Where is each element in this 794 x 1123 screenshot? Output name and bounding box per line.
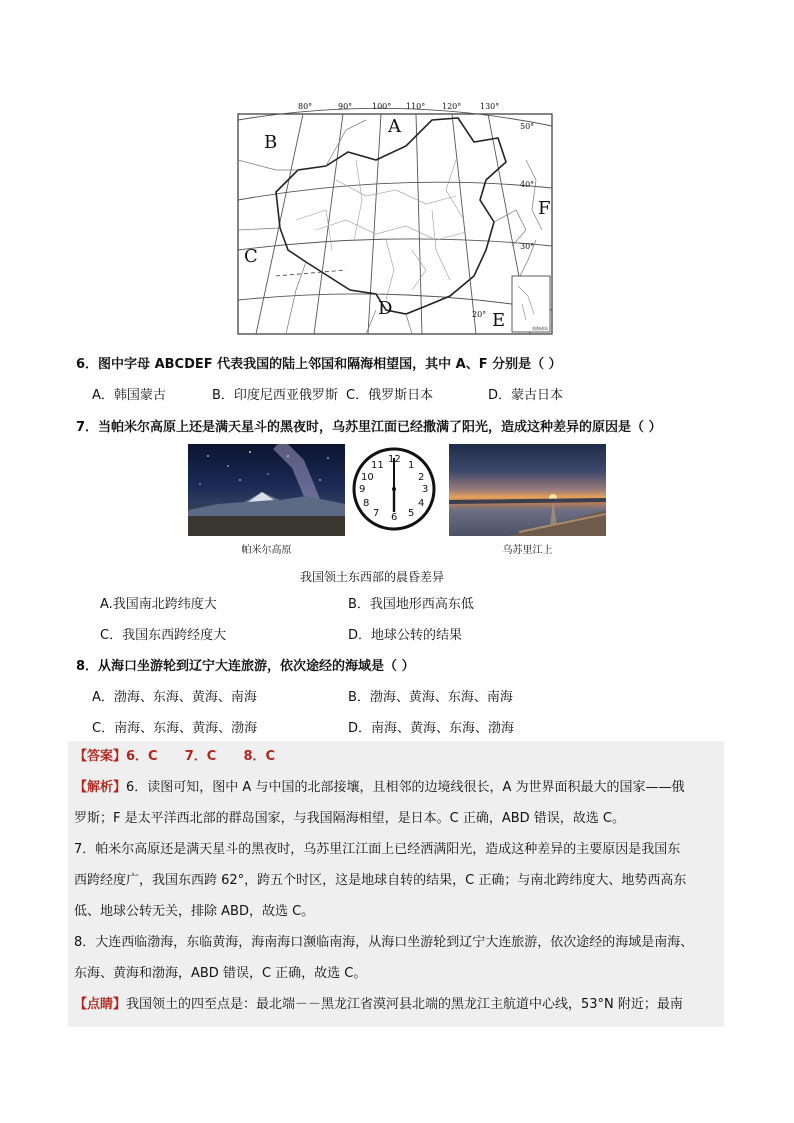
lat-label-20: 20° <box>472 310 487 319</box>
clock-num-7: 7 <box>373 508 380 519</box>
analysis-block <box>68 741 724 1027</box>
clock-num-5: 5 <box>408 508 415 519</box>
analysis-text-1: 6．读图可知，图中 A 与中国的北部接壤，且相邻的边境线很长，A 为世界面积最大的国家——俄 <box>126 780 685 795</box>
analysis-line-1 <box>74 772 684 803</box>
lat-label-50: 50° <box>520 122 535 131</box>
clock-num-6: 6 <box>391 512 398 523</box>
analysis-line-7: 东海、黄海和渤海，ABD 错误，C 正确，故选 C。 <box>74 966 367 981</box>
clock-num-8: 8 <box>363 498 370 509</box>
map-letter-a: A <box>388 116 401 137</box>
map-letter-c: C <box>244 246 258 267</box>
q6-option-d: D．蒙古日本 <box>488 388 564 403</box>
map-letter-d: D <box>378 298 393 319</box>
lon-label-110: 110° <box>406 102 426 111</box>
q8-option-d: D．南海、黄海、东海、渤海 <box>348 721 515 736</box>
q8-stem: 8．从海口坐游轮到辽宁大连旅游，依次途经的海域是（ ） <box>76 659 415 674</box>
tip-text: 我国领土的四至点是：最北端－－黑龙江省漠河县北端的黑龙江主航道中心线，53°N 附近；最南 <box>126 997 683 1012</box>
clock-num-10: 10 <box>361 472 374 483</box>
analysis-line-3: 7．帕米尔高原还是满天星斗的黑夜时，乌苏里江江面上已经洒满阳光，造成这种差异的主要原因是我国东 <box>74 842 681 857</box>
q7-option-c: C．我国东西跨经度大 <box>100 628 227 643</box>
clock-num-3: 3 <box>422 484 429 495</box>
analysis-line-6: 8．大连西临渤海，东临黄海，海南海口濒临南海，从海口坐游轮到辽宁大连旅游，依次途经的海域是南海、 <box>74 935 694 950</box>
q6-option-a: A．韩国蒙古 <box>92 388 166 403</box>
clock-num-1: 1 <box>408 460 415 471</box>
lon-label-80: 80° <box>298 102 313 111</box>
map-letter-b: B <box>264 132 278 153</box>
clock-figure <box>351 446 437 532</box>
lat-label-30: 30° <box>520 242 535 251</box>
answer-tag: 【答案】 <box>74 749 127 764</box>
clock-num-12: 12 <box>388 454 401 465</box>
tip-line <box>74 989 683 1020</box>
lon-label-100: 100° <box>372 102 392 111</box>
clock-num-11: 11 <box>371 460 384 471</box>
analysis-line-4: 西跨经度广，我国东西跨 62°，跨五个时区，这是地球自转的结果，C 正确；与南北跨纬度大、地势西高东 <box>74 873 687 888</box>
q8-option-a: A．渤海、东海、黄海、南海 <box>92 690 257 705</box>
q6-stem: 6．图中字母 ABCDEF 代表我国的陆上邻国和隔海相望国，其中 A、F 分别是（ ） <box>76 357 562 372</box>
q7-option-a: A.我国南北跨纬度大 <box>100 597 217 612</box>
clock-num-2: 2 <box>418 472 425 483</box>
q8-option-c: C．南海、东海、黄海、渤海 <box>92 721 258 736</box>
map-letter-f: F <box>538 198 551 219</box>
figure-title: 我国领土东西部的晨昏差异 <box>300 570 445 584</box>
lat-label-40: 40° <box>520 180 535 189</box>
caption-wusuli: 乌苏里江上 <box>502 545 553 556</box>
tip-tag: 【点睛】 <box>74 997 127 1012</box>
clock-num-9: 9 <box>359 484 366 495</box>
answer-text: 6．C 7．C 8．C <box>126 749 276 764</box>
caption-pamir: 帕米尔高原 <box>241 545 292 556</box>
china-neighbors-map <box>236 100 554 336</box>
lon-label-120: 120° <box>442 102 462 111</box>
answer-line <box>74 741 275 772</box>
clock-num-4: 4 <box>418 498 425 509</box>
q7-option-d: D．地球公转的结果 <box>348 628 463 643</box>
analysis-line-2: 罗斯；F 是太平洋西北部的群岛国家，与我国隔海相望，是日本。C 正确，ABD 错误，故选 C。 <box>74 811 625 826</box>
pamir-night-photo <box>188 444 345 536</box>
lon-label-90: 90° <box>338 102 353 111</box>
analysis-tag: 【解析】 <box>74 780 127 795</box>
analysis-line-5: 低、地球公转无关，排除 ABD，故选 C。 <box>74 904 315 919</box>
inset-label: 南海诸岛 <box>532 326 548 331</box>
map-letter-e: E <box>492 310 506 331</box>
lon-label-130: 130° <box>480 102 500 111</box>
q6-option-c: C．俄罗斯日本 <box>346 388 434 403</box>
q6-option-b: B．印度尼西亚俄罗斯 <box>212 388 338 403</box>
q7-stem: 7．当帕米尔高原上还是满天星斗的黑夜时，乌苏里江面已经撒满了阳光，造成这种差异的原因是（ ） <box>76 420 662 435</box>
wusuli-sunrise-photo <box>449 444 606 536</box>
q8-option-b: B．渤海、黄海、东海、南海 <box>348 690 513 705</box>
q7-option-b: B．我国地形西高东低 <box>348 597 474 612</box>
